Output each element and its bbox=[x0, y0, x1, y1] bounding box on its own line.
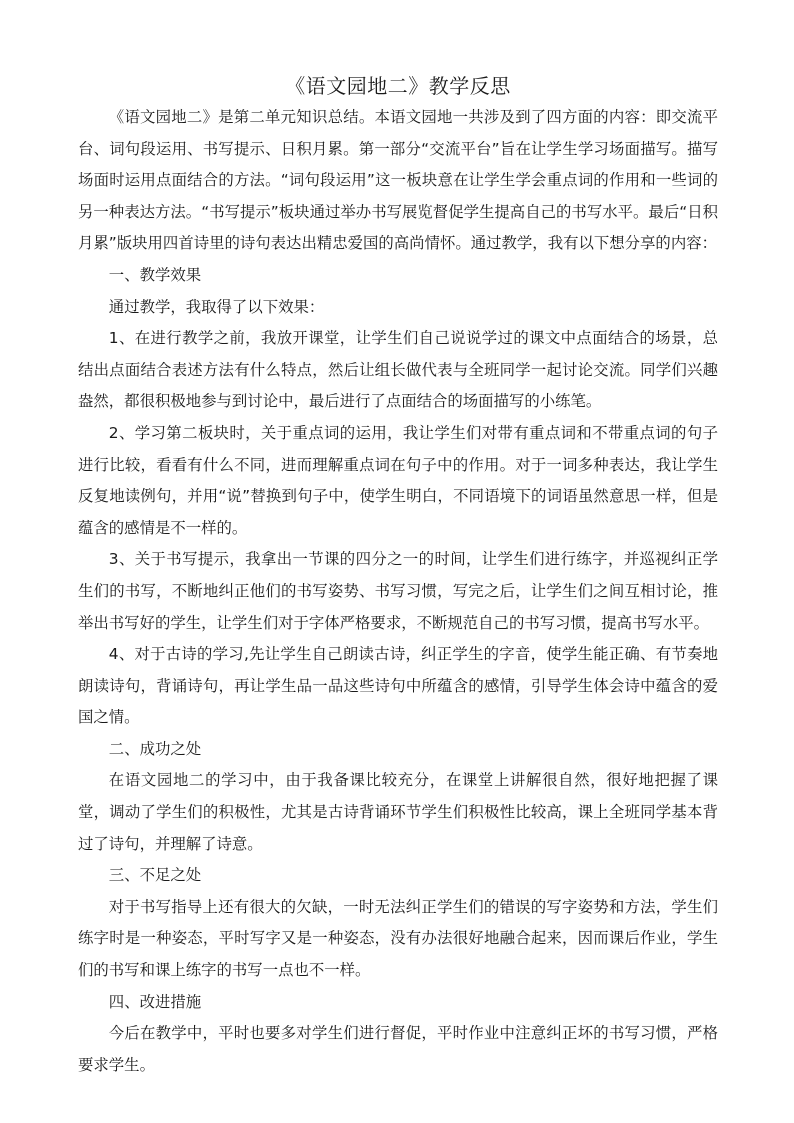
paragraph-effect-2: 2、学习第二板块时，关于重点词的运用，我让学生们对带有重点词和不带重点词的句子进行比较，看看有什么不同，进而理解重点词在句子中的作用。对于一词多种表达，我让学生反复地读例句，并用“说”替换到句子中，使学生明白，不同语境下的词语虽然意思一样，但是蕴含的感情是不一样的。 bbox=[78, 423, 718, 537]
paragraph-effect-lead: 通过教学，我取得了以下效果： bbox=[108, 297, 325, 316]
paragraph-shortcomings: 对于书写指导上还有很大的欠缺，一时无法纠正学生们的错误的写字姿势和方法，学生们练字时是一种姿态，平时写字又是一种姿态，没有办法很好地融合起来，因而课后作业，学生们的书写和课上练字的书写一点也不一样。 bbox=[78, 897, 718, 980]
heading-teaching-effect: 一、教学效果 bbox=[108, 265, 202, 284]
paragraph-effect-1: 1、在进行教学之前，我放开课堂，让学生们自己说说学过的课文中点面结合的场景，总结出点面结合表述方法有什么特点，然后让组长做代表与全班同学一起讨论交流。同学们兴趣盎然，都很积极地参与到讨论中，最后进行了点面结合的场面描写的小练笔。 bbox=[78, 329, 718, 411]
paragraph-effect-4: 4、对于古诗的学习,先让学生自己朗读古诗，纠正学生的字音，使学生能正确、有节奏地朗读诗句，背诵诗句，再让学生品一品这些诗句中所蕴含的感情，引导学生体会诗中蕴含的爱国之情。 bbox=[78, 645, 718, 727]
paragraph-successes: 在语文园地二的学习中，由于我备课比较充分，在课堂上讲解很自然，很好地把握了课堂，调动了学生们的积极性，尤其是古诗背诵环节学生们积极性比较高，课上全班同学基本背过了诗句，并理解了诗意。 bbox=[78, 771, 718, 853]
heading-successes: 二、成功之处 bbox=[108, 739, 202, 758]
paragraph-intro: 《语文园地二》是第二单元知识总结。本语文园地一共涉及到了四方面的内容：即交流平台、词句段运用、书写提示、日积月累。第一部分“交流平台”旨在让学生学习场面描写。描写场面时运用点面结合的方法。“词句段运用”这一板块意在让学生学会重点词的作用和一些词的另一种表达方法。“书写提示”板块通过举办书写展览督促学生提高自己的书写水平。最后“日积月累”版块用四首诗里的诗句表达出精忠爱国的高尚情怀。通过教学，我有以下想分享的内容： bbox=[78, 108, 718, 253]
heading-shortcomings: 三、不足之处 bbox=[108, 866, 202, 885]
heading-improvements: 四、改进措施 bbox=[108, 992, 202, 1011]
paragraph-improvements: 今后在教学中，平时也要多对学生们进行督促，平时作业中注意纠正坏的书写习惯，严格要求学生。 bbox=[78, 1024, 718, 1074]
document-page bbox=[78, 70, 718, 1110]
paragraph-effect-3: 3、关于书写提示，我拿出一节课的四分之一的时间，让学生们进行练字，并巡视纠正学生们的书写，不断地纠正他们的书写姿势、书写习惯，写完之后，让学生们之间互相讨论，推举出书写好的学生，让学生们对于字体严格要求，不断规范自己的书写习惯，提高书写水平。 bbox=[78, 550, 718, 632]
document-title: 《语文园地二》教学反思 bbox=[285, 74, 511, 98]
